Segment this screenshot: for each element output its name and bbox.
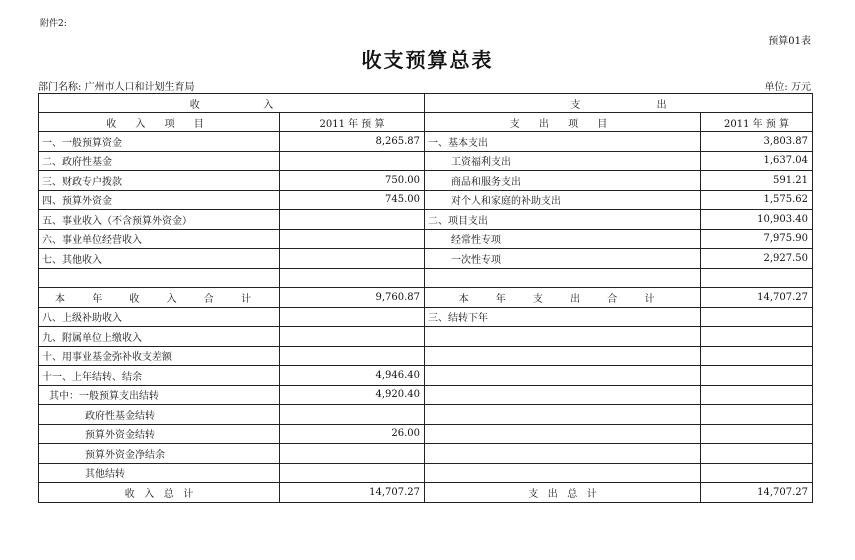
income-item: 其中：一般预算支出结转 xyxy=(39,385,280,405)
table-row xyxy=(39,190,813,210)
expense-value: 10,903.40 xyxy=(701,210,813,230)
income-item: 十一、上年结转、结余 xyxy=(39,366,280,386)
income-section-header: 收 入 xyxy=(39,94,425,113)
income-value xyxy=(280,444,425,464)
income-item xyxy=(39,268,280,288)
income-item: 预算外资金净结余 xyxy=(39,444,280,464)
income-value xyxy=(280,463,425,483)
income-value xyxy=(280,307,425,327)
expense-item xyxy=(425,405,701,425)
expense-item xyxy=(425,268,701,288)
income-item: 十、用事业基金弥补收支差额 xyxy=(39,346,280,366)
expense-item xyxy=(425,444,701,464)
table-row xyxy=(39,249,813,269)
income-value: 4,920.40 xyxy=(280,385,425,405)
expense-item: 三、结转下年 xyxy=(425,307,701,327)
income-item: 五、事业收入（不含预算外资金） xyxy=(39,210,280,230)
table-row xyxy=(39,444,813,464)
expense-value: 3,803.87 xyxy=(701,132,813,152)
table-row xyxy=(39,385,813,405)
form-number: 预算01表 xyxy=(768,36,811,47)
income-subtotal-value: 9,760.87 xyxy=(280,288,425,308)
expense-section-header: 支 出 xyxy=(425,94,813,113)
budget-table xyxy=(38,93,813,503)
unit-label: 单位: xyxy=(764,82,788,93)
expense-item-header: 支 出 项 目 xyxy=(425,113,701,132)
income-value xyxy=(280,268,425,288)
income-value: 750.00 xyxy=(280,171,425,191)
income-value xyxy=(280,210,425,230)
expense-subtotal-value: 14,707.27 xyxy=(701,288,813,308)
expense-item xyxy=(425,385,701,405)
income-item: 八、上级补助收入 xyxy=(39,307,280,327)
expense-budget-header: 2011 年 预 算 xyxy=(701,113,813,132)
income-item: 七、其他收入 xyxy=(39,249,280,269)
table-row xyxy=(39,424,813,444)
table-row xyxy=(39,171,813,191)
expense-item: 一次性专项 xyxy=(425,249,701,269)
expense-value xyxy=(701,463,813,483)
table-row xyxy=(39,346,813,366)
income-value xyxy=(280,405,425,425)
income-item: 预算外资金结转 xyxy=(39,424,280,444)
department-name: 广州市人口和计划生育局 xyxy=(84,82,195,93)
expense-item: 一、基本支出 xyxy=(425,132,701,152)
table-row xyxy=(39,366,813,386)
income-item: 一、一般预算资金 xyxy=(39,132,280,152)
section-header-row xyxy=(39,94,813,113)
unit-line xyxy=(764,78,811,93)
expense-value: 2,927.50 xyxy=(701,249,813,269)
expense-value xyxy=(701,444,813,464)
department-line xyxy=(38,78,195,93)
page-title: 收支预算总表 xyxy=(361,48,494,72)
expense-item: 对个人和家庭的补助支出 xyxy=(425,190,701,210)
expense-value xyxy=(701,346,813,366)
expense-subtotal-label: 本 年 支 出 合 计 xyxy=(425,288,701,308)
attachment-label: 附件2: xyxy=(40,19,67,29)
expense-value: 1,637.04 xyxy=(701,151,813,171)
expense-value xyxy=(701,424,813,444)
expense-value xyxy=(701,385,813,405)
income-item: 二、政府性基金 xyxy=(39,151,280,171)
expense-value xyxy=(701,405,813,425)
income-value xyxy=(280,229,425,249)
table-row xyxy=(39,405,813,425)
expense-item xyxy=(425,424,701,444)
table-row xyxy=(39,151,813,171)
income-item: 三、财政专户拨款 xyxy=(39,171,280,191)
income-value: 4,946.40 xyxy=(280,366,425,386)
income-value: 26.00 xyxy=(280,424,425,444)
income-subtotal-label: 本 年 收 入 合 计 xyxy=(39,288,280,308)
income-value xyxy=(280,346,425,366)
table-row xyxy=(39,132,813,152)
unit-value: 万元 xyxy=(791,82,811,93)
income-item: 六、事业单位经营收入 xyxy=(39,229,280,249)
expense-item: 二、项目支出 xyxy=(425,210,701,230)
income-item: 政府性基金结转 xyxy=(39,405,280,425)
expense-item: 商品和服务支出 xyxy=(425,171,701,191)
expense-value: 1,575.62 xyxy=(701,190,813,210)
expense-total-label: 支 出 总 计 xyxy=(425,483,701,503)
expense-value xyxy=(701,307,813,327)
income-value xyxy=(280,327,425,347)
income-value: 8,265.87 xyxy=(280,132,425,152)
column-header-row xyxy=(39,113,813,132)
table-row-blank xyxy=(39,268,813,288)
expense-item xyxy=(425,346,701,366)
expense-value: 591.21 xyxy=(701,171,813,191)
income-item-header: 收 入 项 目 xyxy=(39,113,280,132)
table-row xyxy=(39,210,813,230)
expense-value xyxy=(701,268,813,288)
grand-total-row xyxy=(39,483,813,503)
expense-item xyxy=(425,463,701,483)
table-row xyxy=(39,229,813,249)
table-row xyxy=(39,307,813,327)
table-row xyxy=(39,327,813,347)
expense-value xyxy=(701,327,813,347)
table-row xyxy=(39,463,813,483)
income-item: 四、预算外资金 xyxy=(39,190,280,210)
income-value: 745.00 xyxy=(280,190,425,210)
income-total-value: 14,707.27 xyxy=(280,483,425,503)
income-item: 其他结转 xyxy=(39,463,280,483)
expense-item xyxy=(425,327,701,347)
expense-total-value: 14,707.27 xyxy=(701,483,813,503)
subtotal-row xyxy=(39,288,813,308)
expense-value: 7,975.90 xyxy=(701,229,813,249)
expense-item: 经常性专项 xyxy=(425,229,701,249)
income-item: 九、附属单位上缴收入 xyxy=(39,327,280,347)
income-value xyxy=(280,151,425,171)
income-budget-header: 2011 年 预 算 xyxy=(280,113,425,132)
department-label: 部门名称: xyxy=(38,82,82,93)
expense-item xyxy=(425,366,701,386)
income-total-label: 收 入 总 计 xyxy=(39,483,280,503)
expense-item: 工资福利支出 xyxy=(425,151,701,171)
expense-value xyxy=(701,366,813,386)
income-value xyxy=(280,249,425,269)
